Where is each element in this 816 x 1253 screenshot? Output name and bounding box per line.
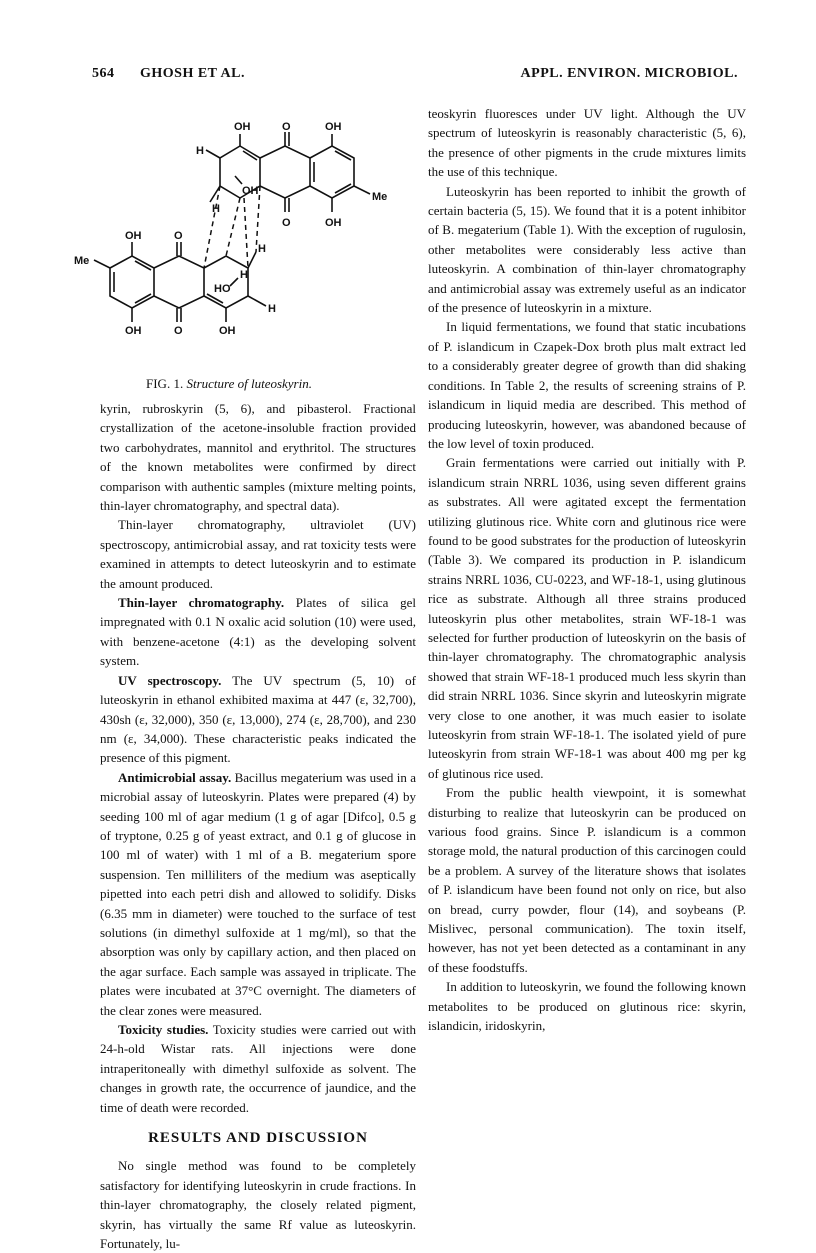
- paragraph: In liquid fermentations, we found that static incubations of P. islandicum in Czapek-Dox broth plus malt extract led to a considerably greater degree of growth than did shaking conditions. In Table 2, the results of screening strains of P. islandicum in liquid media are described. This method of producing luteoskyrin, however, was abandoned because of the low level of toxin produced.: [428, 319, 746, 451]
- run-in-heading: UV spectroscopy.: [118, 672, 222, 688]
- label-o: O: [282, 217, 291, 229]
- left-column: [100, 399, 416, 1253]
- paragraph-uv: [100, 671, 416, 768]
- paragraph: Luteoskyrin has been reported to inhibit the growth of certain bacteria (5, 15). We found that it is a potent inhibitor of B. megaterium (Table 1). With the exception of rugulosin, other metabolites were considerably less active than luteoskyrin. A combination of thin-layer chromatography and antimicrobial assay was extremely useful as an indicator of the presence of luteoskyrin in a mixture.: [428, 183, 746, 316]
- figure-caption-label: FIG. 1.: [146, 376, 184, 391]
- paragraph: From the public health viewpoint, it is somewhat disturbing to realize that luteoskyrin can be produced on various food grains. Since P. islandicum is a common storage mold, the natural production of this carcinogen could be a problem. A survey of the literature shows that isolates of P. islandicum have been found not only on rice, but also on bread, curry powder, flour (14), and soybeans (P. Mislivec, personal communication). The toxin itself, however, has not yet been detected as a contaminant in any of these foodstuffs.: [428, 785, 746, 975]
- label-h: H: [268, 303, 276, 315]
- paragraph: In addition to luteoskyrin, we found the following known metabolites to be produced on glutinous rice: skyrin, islandicin, iridoskyrin,: [428, 979, 746, 1034]
- label-ho: HO: [214, 283, 231, 295]
- paragraph: kyrin, rubroskyrin (5, 6), and pibasterol. Fractional crystallization of the acetone-insoluble fraction provided two carbohydrates, mannitol and erythritol. The structures of the known metabolites were confirmed by direct comparison with authentic samples (mixture melting points, thin-layer chromatography, and spectral data).: [100, 401, 416, 514]
- run-in-heading: Thin-layer chromatography.: [118, 595, 285, 611]
- right-column: [428, 104, 746, 1036]
- chemical-structure-drawing: [70, 118, 410, 380]
- label-oh: OH: [125, 325, 142, 337]
- label-o: O: [174, 325, 183, 337]
- label-o: O: [174, 230, 183, 242]
- label-h: H: [196, 145, 204, 157]
- paragraph: teoskyrin fluoresces under UV light. Although the UV spectrum of luteoskyrin is reasonably characteristic (5, 6), the presence of other pigments in the crude mixtures limits the use of this technique.: [428, 106, 746, 180]
- paragraph-antimicrobial: [100, 768, 416, 1020]
- journal-name: APPL. ENVIRON. MICROBIOL.: [520, 66, 738, 81]
- label-h: H: [212, 203, 220, 215]
- page-number: 564: [92, 66, 115, 81]
- label-oh: OH: [325, 217, 342, 229]
- run-in-heading: Toxicity studies.: [118, 1022, 209, 1037]
- paragraph-body: Toxicity studies were carried out with 24-h-old Wistar rats. All injections were done intraperitoneally with dimethyl sulfoxide as solvent. The changes in growth rate, the occurrence of jaundice, and the time of death were recorded.: [100, 1022, 417, 1115]
- label-o: O: [282, 121, 291, 133]
- paragraph: No single method was found to be completely satisfactory for identifying luteoskyrin in crude fractions. In thin-layer chromatography, the closely related pigment, skyrin, has virtually the same Rf value as luteoskyrin. Fortunately, lu-: [100, 1158, 416, 1252]
- label-me: Me: [74, 255, 90, 267]
- label-me: Me: [372, 191, 388, 203]
- section-heading: RESULTS AND DISCUSSION: [148, 1130, 368, 1147]
- label-oh: OH: [219, 325, 236, 337]
- label-oh: OH: [125, 230, 142, 242]
- figure-caption: [146, 376, 312, 392]
- paragraph-tlc: [100, 593, 416, 671]
- paragraph-toxicity: [100, 1020, 416, 1117]
- label-oh: OH: [325, 121, 342, 133]
- running-header: [92, 66, 738, 86]
- figure-caption-text: Structure of luteoskyrin.: [186, 376, 312, 391]
- run-in-heading: Antimicrobial assay.: [118, 769, 232, 785]
- running-authors: GHOSH ET AL.: [140, 66, 245, 81]
- paragraph: Grain fermentations were carried out initially with P. islandicum strain NRRL 1036, using seven different grains as substrates. All were agitated except the fermentation utilizing glutinous rice. White corn and glutinous rice were found to be good substrates for the production of luteoskyrin (Table 3). We compared its production in P. islandicum strains NRRL 1036, CU-0223, and WF-18-1, using glutinous rice as substrate. Although all three strains produced luteoskyrin plus other metabolites, strain WF-18-1 was selected for further production of luteoskyrin on the basis of thin-layer chromatography. The chromatographic analysis showed that strain WF-18-1 produced much less skyrin than did strain NRRL 1036. Since skyrin and luteoskyrin migrate very close to one another, it was much easier to isolate luteoskyrin from strain WF-18-1. The isolated yield of pure luteoskyrin from strain WF-18-1 was about 400 mg per kg of glutinous rice used.: [428, 455, 746, 781]
- label-h: H: [258, 243, 266, 255]
- paragraph: Thin-layer chromatography, ultraviolet (UV) spectroscopy, antimicrobial assay, and rat toxicity tests were examined in attempts to detect luteoskyrin and to estimate the amount produced.: [100, 517, 416, 591]
- paragraph-body: Plates of silica gel impregnated with 0.1 N oxalic acid solution (10) were used, with benzene-acetone (4:1) as the developing solvent system.: [100, 595, 416, 669]
- label-h: H: [240, 269, 248, 281]
- label-oh: OH: [234, 121, 251, 133]
- paragraph-body: The UV spectrum (5, 10) of luteoskyrin in ethanol exhibited maxima at 447 (ε, 32,700), 430sh (ε, 32,000), 350 (ε, 13,000), 274 (ε, 28,700), and 230 nm (ε, 34,000). These characteristic peaks indicated the presence of this pigment.: [100, 672, 416, 766]
- paragraph-body: Bacillus megaterium was used in a microbial assay of luteoskyrin. Plates were prepared (4) by seeding 100 ml of agar medium (1 g of agar [Difco], 0.5 g of tryptone, 0.25 g of yeast extract, and 0.1 g of glucose in 100 ml of water) with 1 ml of a B. megaterium spore suspension. Ten milliliters of the medium was aseptically pipetted into each petri dish and allowed to solidify. Disks (6.35 mm in diameter) were touched to the surface of test solutions (in dimethyl sulfoxide at 1 mg/ml), so that the absorption was only by capillary action, and then placed on the agar surface. Each sample was assayed in triplicate. The plates were incubated at 37°C overnight. The diameters of the clear zones were measured.: [100, 769, 416, 1018]
- luteoskyrin-structure-figure: [70, 118, 410, 380]
- label-oh: OH: [242, 185, 259, 197]
